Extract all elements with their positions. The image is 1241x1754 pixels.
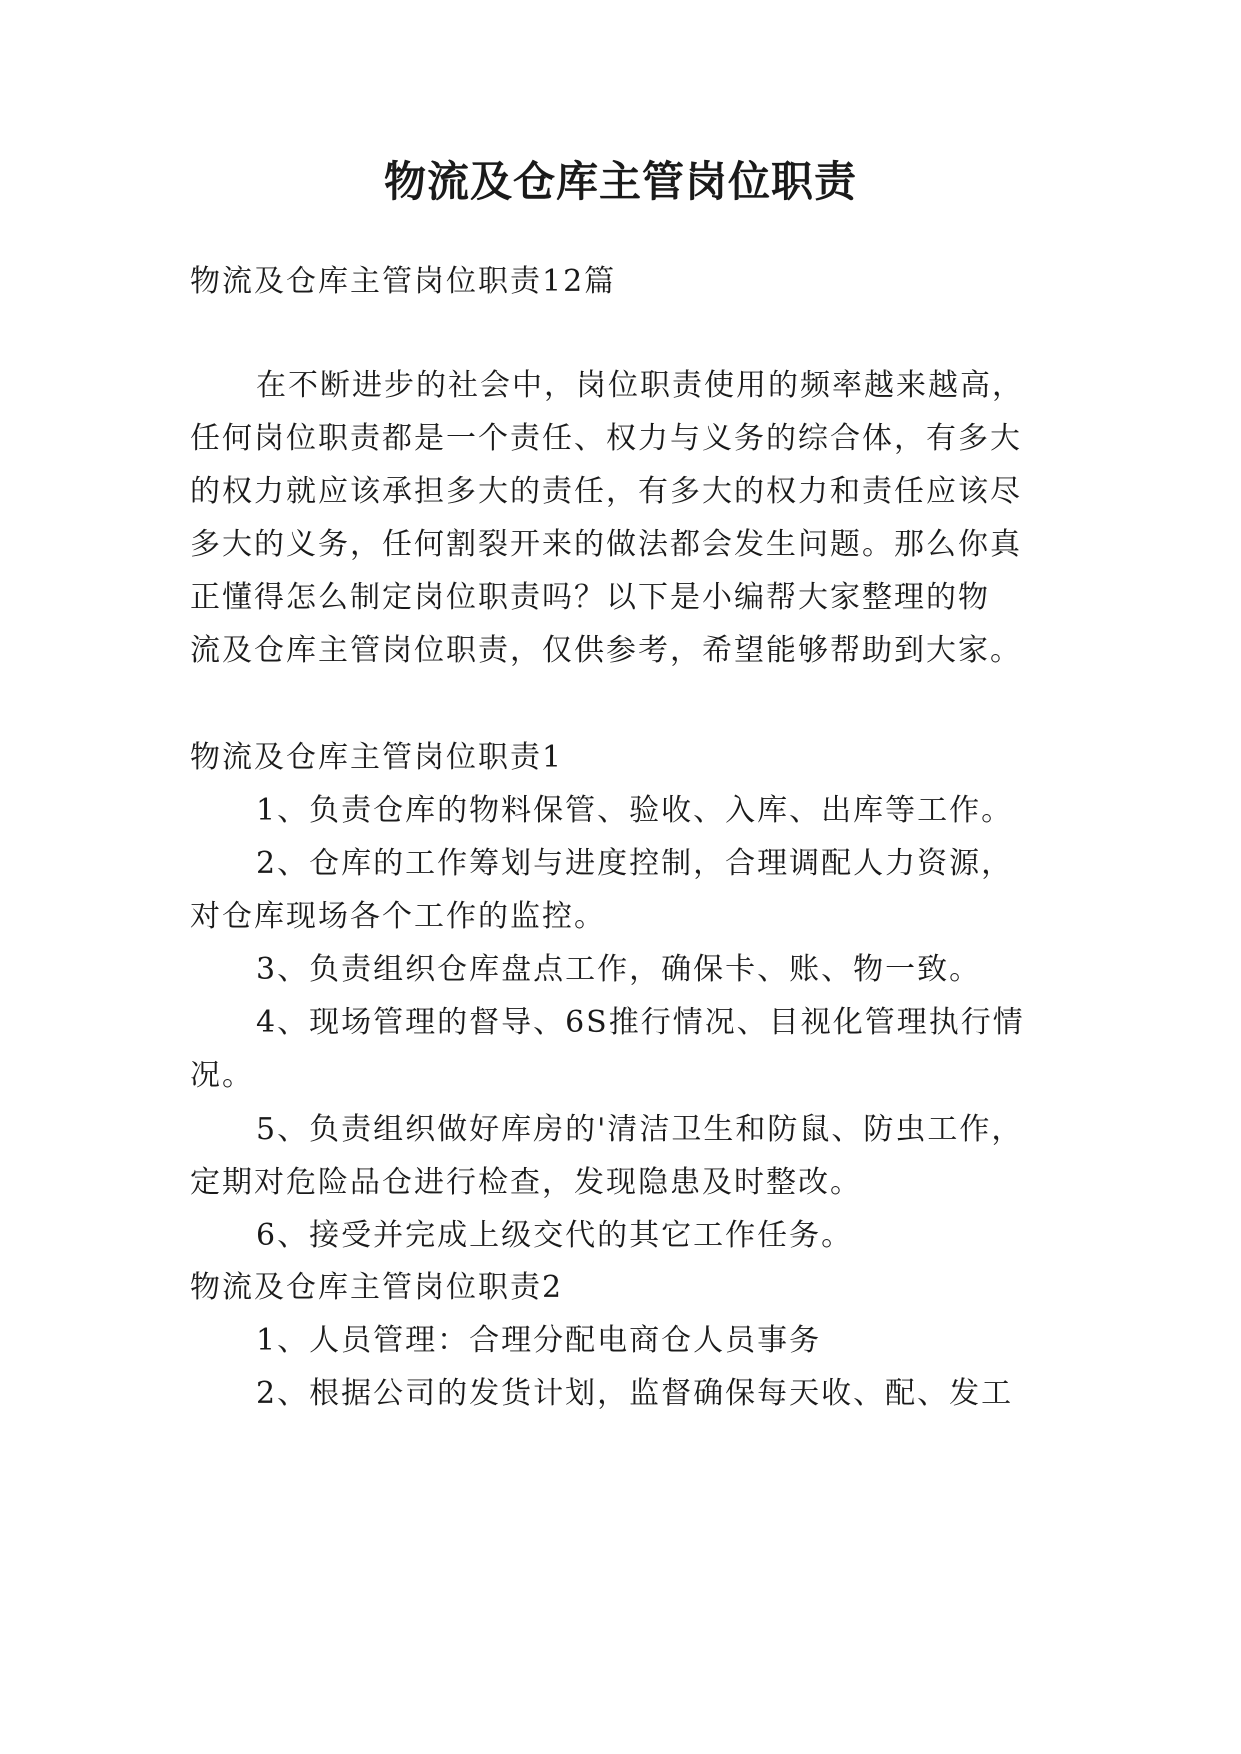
document-subtitle: 物流及仓库主管岗位职责12篇	[190, 264, 617, 299]
list-item: 2、仓库的工作筹划与进度控制，合理调配人力资源，	[256, 846, 1014, 881]
section-heading: 物流及仓库主管岗位职责2	[190, 1270, 564, 1305]
list-item-continuation: 况。	[190, 1058, 254, 1093]
list-item: 4、现场管理的督导、6S推行情况、目视化管理执行情	[256, 1005, 1025, 1040]
list-item: 1、人员管理：合理分配电商仓人员事务	[256, 1323, 822, 1358]
list-item: 5、负责组织做好库房的'清洁卫生和防鼠、防虫工作，	[256, 1112, 1024, 1147]
intro-line: 多大的义务，任何割裂开来的做法都会发生问题。那么你真	[190, 527, 1022, 562]
intro-line: 正懂得怎么制定岗位职责吗？以下是小编帮大家整理的物	[190, 580, 990, 615]
list-item: 2、根据公司的发货计划，监督确保每天收、配、发工	[256, 1376, 1014, 1411]
intro-line: 任何岗位职责都是一个责任、权力与义务的综合体，有多大	[190, 421, 1022, 456]
intro-line: 在不断进步的社会中，岗位职责使用的频率越来越高，	[256, 368, 1024, 403]
list-item-continuation: 定期对危险品仓进行检查，发现隐患及时整改。	[190, 1165, 862, 1200]
list-item: 3、负责组织仓库盘点工作，确保卡、账、物一致。	[256, 952, 982, 987]
list-item: 1、负责仓库的物料保管、验收、入库、出库等工作。	[256, 793, 1014, 828]
list-item-continuation: 对仓库现场各个工作的监控。	[190, 899, 606, 934]
intro-line: 的权力就应该承担多大的责任，有多大的权力和责任应该尽	[190, 474, 1022, 509]
intro-line: 流及仓库主管岗位职责，仅供参考，希望能够帮助到大家。	[190, 633, 1022, 668]
document-title: 物流及仓库主管岗位职责	[383, 157, 857, 206]
list-item: 6、接受并完成上级交代的其它工作任务。	[256, 1218, 854, 1253]
section-heading: 物流及仓库主管岗位职责1	[190, 740, 564, 775]
